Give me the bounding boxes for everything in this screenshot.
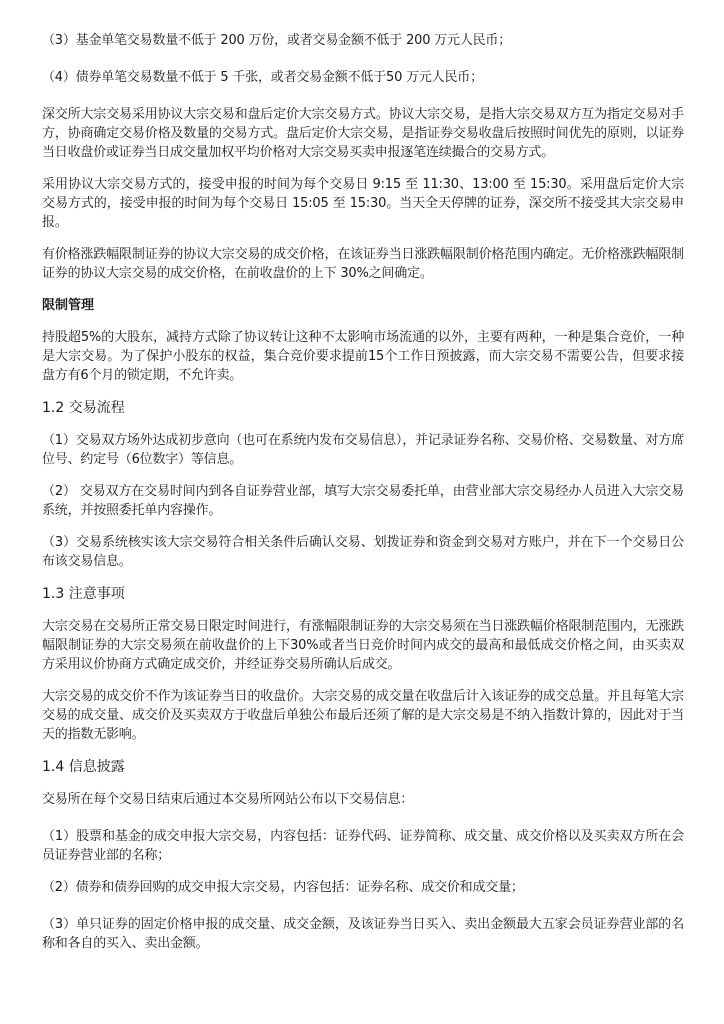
section-heading-notes: 1.3 注意事项 — [42, 586, 125, 602]
paragraph-flow-step-1: （1）交易双方场外达成初步意向（也可在系统内发布交易信息），并记录证券名称、交易价格、交易数量、对方席位号、约定号（6位数字）等信息。 — [42, 433, 684, 467]
section-heading-limit-management: 限制管理 — [42, 298, 95, 313]
paragraph-major-shareholder: 持股超5%的大股东，减持方式除了协议转让这种不太影响市场流通的以外，主要有两种，一种是集合竞价，一种是大宗交易。为了保护小股东的权益，集合竞价要求提前15个工作日预披露，而大宗交易不需要公告，但要求接盘方有6个月的锁定期，不允许卖。 — [42, 330, 684, 383]
paragraph-trading-methods: 深交所大宗交易采用协议大宗交易和盘后定价大宗交易方式。协议大宗交易，是指大宗交易双方互为指定交易对手方，协商确定交易价格及数量的交易方式。盘后定价大宗交易，是指证券交易收盘后按照时间优先的原则，以证券当日收盘价或证券当日成交量加权平均价格对大宗交易买卖申报逐笔连续撮合的交易方式。 — [42, 107, 684, 160]
paragraph-disclosure-intro: 交易所在每个交易日结束后通过本交易所网站公布以下交易信息： — [42, 792, 414, 807]
paragraph-bond-threshold: （4）债券单笔交易数量不低于 5 千张，或者交易金额不低于50 万元人民币； — [42, 70, 483, 85]
paragraph-notes-pricing: 大宗交易在交易所正常交易日限定时间进行，有涨幅限制证券的大宗交易须在当日涨跌幅价格限制范围内，无涨跌幅限制证券的大宗交易须在前收盘价的上下30%或者当日竞价时间内成交的最高和最低成交价格之间，由买卖双方采用议价协商方式确定成交价，并经证券交易所确认后成交。 — [42, 619, 684, 672]
paragraph-disclosure-stocks: （1）股票和基金的成交申报大宗交易，内容包括：证券代码、证券简称、成交量、成交价格以及买卖双方所在会员证券营业部的名称； — [42, 829, 684, 863]
paragraph-disclosure-bonds: （2）债券和债券回购的成交申报大宗交易，内容包括：证券名称、成交价和成交量； — [42, 880, 524, 895]
section-heading-trading-flow: 1.2 交易流程 — [42, 400, 125, 416]
paragraph-disclosure-fixed-price: （3）单只证券的固定价格申报的成交量、成交金额，及该证券当日买入、卖出金额最大五家会员证券营业部的名称和各自的买入、卖出金额。 — [42, 917, 684, 951]
paragraph-declaration-times: 采用协议大宗交易方式的，接受申报的时间为每个交易日 9:15 至 11:30、13:00 至 15:30。采用盘后定价大宗交易方式的，接受申报的时间为每个交易日 15:05 至 15:30。当天全天停牌的证券，深交所不接受其大宗交易申报。 — [42, 177, 685, 230]
paragraph-fund-threshold: （3）基金单笔交易数量不低于 200 万份，或者交易金额不低于 200 万元人民币； — [42, 33, 512, 48]
paragraph-flow-step-2: （2） 交易双方在交易时间内到各自证券营业部，填写大宗交易委托单，由营业部大宗交易经办人员进入大宗交易系统，并按照委托单内容操作。 — [42, 484, 684, 518]
paragraph-notes-closing-price: 大宗交易的成交价不作为该证券当日的收盘价。大宗交易的成交量在收盘后计入该证券的成交总量。并且每笔大宗交易的成交量、成交价及买卖双方于收盘后单独公布最后还须了解的是大宗交易是不纳入指数计算的，因此对于当天的指数无影响。 — [42, 689, 684, 742]
paragraph-price-limits: 有价格涨跌幅限制证券的协议大宗交易的成交价格，在该证券当日涨跌幅限制价格范围内确定。无价格涨跌幅限制证券的协议大宗交易的成交价格，在前收盘价的上下 30%之间确定。 — [42, 247, 684, 281]
section-heading-disclosure: 1.4 信息披露 — [42, 759, 125, 775]
paragraph-flow-step-3: （3）交易系统核实该大宗交易符合相关条件后确认交易、划拨证券和资金到交易对方账户，并在下一个交易日公布该交易信息。 — [42, 535, 684, 569]
